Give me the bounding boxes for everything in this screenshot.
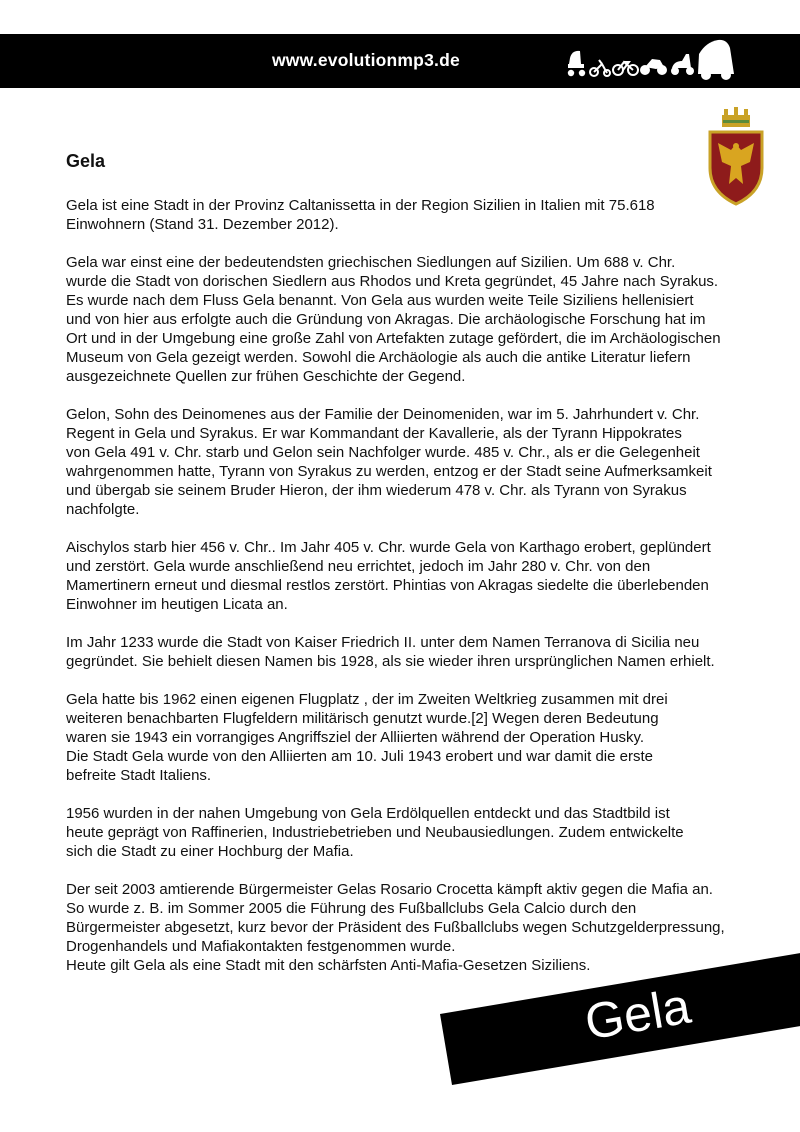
text-line: Gela war einst eine der bedeutendsten griechischen Siedlungen auf Sizilien. Um 688 v. Chr.	[66, 254, 676, 271]
text-line: wurde die Stadt von dorischen Siedlern aus Rhodos und Kreta gegründet, 45 Jahre nach Syrakus.	[66, 273, 719, 290]
text-line: und übergab sie seinem Bruder Hieron, der ihm wiederum 478 v. Chr. als Tyrann von Syrakus	[66, 482, 687, 499]
text-line: Museum von Gela gezeigt werden. Sowohl die Archäologie als auch die antike Literatur liefern	[66, 349, 691, 366]
motorbike-icon	[640, 59, 667, 75]
text-line: Einwohner im heutigen Licata an.	[66, 596, 288, 613]
text-line: Gelon, Sohn des Deinomenes aus der Familie der Deinomeniden, war im 5. Jahrhundert v. Chr.	[66, 406, 700, 423]
top-banner	[0, 34, 800, 88]
text-line: Regent in Gela und Syrakus. Er war Kommandant der Kavallerie, als der Tyrann Hippokrates	[66, 425, 682, 442]
text-line: Aischylos starb hier 456 v. Chr.. Im Jahr 405 v. Chr. wurde Gela von Karthago erobert, geplündert	[66, 539, 711, 556]
vehicle-icons	[566, 34, 736, 88]
tricycle-icon	[590, 60, 610, 76]
text-line: sich die Stadt zu einer Hochburg der Mafia.	[66, 843, 354, 860]
text-line: Die Stadt Gela wurde von den Alliierten am 10. Juli 1943 erobert und war damit die erste	[66, 748, 653, 765]
text-line: weiteren benachbarten Flugfeldern militärisch genutzt wurde.[2] Wegen deren Bedeutung	[66, 710, 659, 727]
text-line: befreite Stadt Italiens.	[66, 767, 212, 784]
article-paragraph	[66, 633, 781, 671]
coat-of-arms-icon	[706, 106, 766, 208]
text-line: Es wurde nach dem Fluss Gela benannt. Von Gela aus wurden weite Teile Siziliens hellenisiert	[66, 292, 694, 309]
article-paragraph	[66, 196, 781, 234]
text-line: von Gela 491 v. Chr. starb und Gelon sein Nachfolger wurde. 485 v. Chr., als er die Gelegenheit	[66, 444, 700, 461]
text-line: Der seit 2003 amtierende Bürgermeister Gelas Rosario Crocetta kämpft aktiv gegen die Mafia an.	[66, 881, 713, 898]
text-line: Ort und in der Umgebung eine große Zahl von Artefakten zutage gefördert, die im Archäologischen	[66, 330, 721, 347]
article-body	[66, 196, 781, 994]
text-line: Mamertinern erneut und diesmal restlos zerstört. Phintias von Akragas siedelte die überlebenden	[66, 577, 709, 594]
text-line: Gela hatte bis 1962 einen eigenen Flugplatz , der im Zweiten Weltkrieg zusammen mit drei	[66, 691, 668, 708]
text-line: Im Jahr 1233 wurde die Stadt von Kaiser Friedrich II. unter dem Namen Terranova di Sicilia neu	[66, 634, 700, 651]
text-line: nachfolgte.	[66, 501, 140, 518]
text-line: und zerstört. Gela wurde anschließend neu errichtet, jedoch im Jahr 280 v. Chr. von den	[66, 558, 651, 575]
text-line: Einwohnern (Stand 31. Dezember 2012).	[66, 216, 339, 233]
article-paragraph	[66, 405, 781, 519]
article-paragraph	[66, 253, 781, 386]
website-url[interactable]: www.evolutionmp3.de	[272, 50, 460, 70]
page-title: Gela	[66, 151, 106, 171]
text-line: heute geprägt von Raffinerien, Industriebetrieben und Neubausiedlungen. Zudem entwickelte	[66, 824, 684, 841]
text-line: Gela ist eine Stadt in der Provinz Caltanissetta in der Region Sizilien in Italien mit 75.618	[66, 197, 655, 214]
article-paragraph	[66, 690, 781, 785]
text-line: waren sie 1943 ein vorrangiges Angriffsziel der Alliierten während der Operation Husky.	[66, 729, 645, 746]
scooter-icon	[671, 54, 694, 75]
footer-tag-label: Gela	[580, 977, 695, 1051]
bicycle-icon	[613, 62, 638, 75]
text-line: 1956 wurden in der nahen Umgebung von Gela Erdölquellen entdeckt und das Stadtbild ist	[66, 805, 670, 822]
car-icon	[698, 40, 734, 80]
stroller-icon	[568, 51, 585, 76]
text-line: wahrgenommen hatte, Tyrann von Syrakus zu werden, entzog er der Stadt seine Aufmerksamkeit	[66, 463, 712, 480]
article-paragraph	[66, 880, 781, 975]
text-line: So wurde z. B. im Sommer 2005 die Führung des Fußballclubs Gela Calcio durch den	[66, 900, 637, 917]
text-line: Heute gilt Gela als eine Stadt mit den schärfsten Anti-Mafia-Gesetzen Siziliens.	[66, 957, 591, 974]
text-line: Drogenhandels und Mafiakontakten festgenommen wurde.	[66, 938, 456, 955]
article-paragraph	[66, 538, 781, 614]
text-line: gegründet. Sie behielt diesen Namen bis 1928, als sie wieder ihren ursprünglichen Namen erhielt.	[66, 653, 715, 670]
text-line: und von hier aus erfolgte auch die Gründung von Akragas. Die archäologische Forschung hat im	[66, 311, 706, 328]
text-line: Bürgermeister abgesetzt, kurz bevor der Präsident des Fußballclubs wegen Schutzgelderpressung,	[66, 919, 725, 936]
article-paragraph	[66, 804, 781, 861]
text-line: ausgezeichnete Quellen zur frühen Geschichte der Gegend.	[66, 368, 466, 385]
crown-icon	[722, 107, 750, 127]
